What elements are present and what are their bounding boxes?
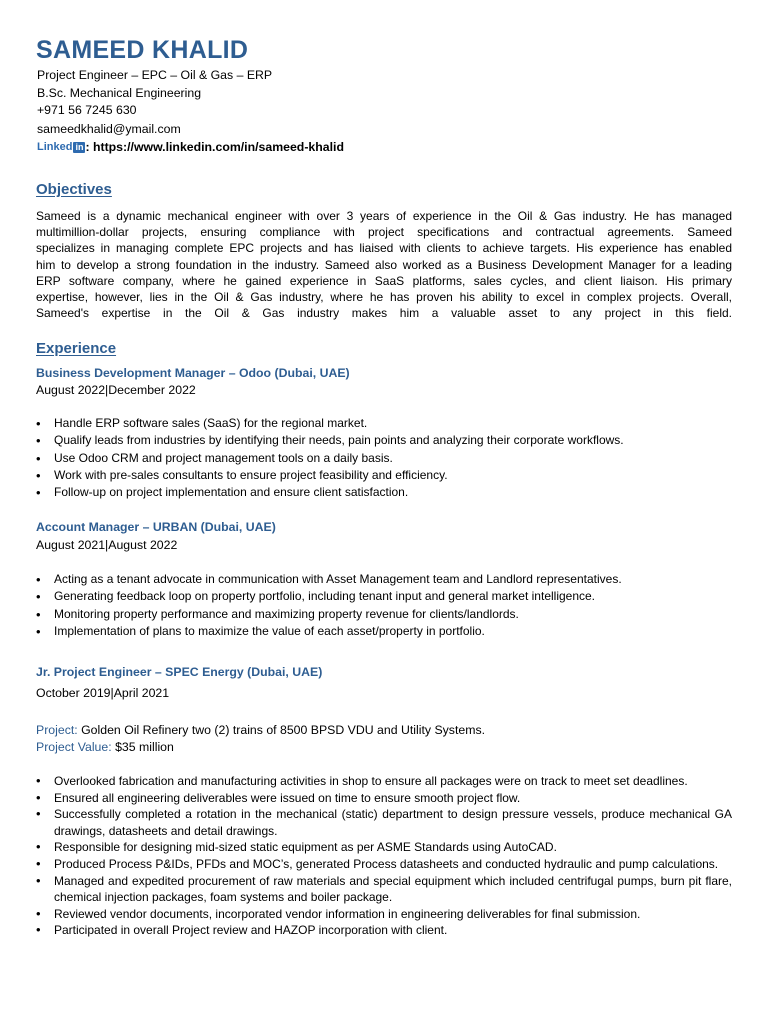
objectives-line: expertise, however, lies in the Oil & Gas industry, where he has proven his ability to excel in complex projects. Overall, [36, 290, 732, 305]
job-bullet-list [36, 571, 736, 640]
job-title: Jr. Project Engineer – SPEC Energy (Dubai, UAE) [36, 665, 323, 679]
job-title: Account Manager – URBAN (Dubai, UAE) [36, 520, 276, 534]
project-line [36, 722, 485, 738]
list-item: • Successfully completed a rotation in the mechanical (static) department to design pressure vessels, produce mechanical GA drawings, datasheets and detail drawings. [36, 806, 732, 839]
list-item: • Ensured all engineering deliverables were issued on time to ensure smooth project flow. [36, 790, 732, 807]
list-item: • Work with pre-sales consultants to ensure project feasibility and efficiency. [36, 467, 736, 484]
objectives-line: Sameed's expertise in the Oil & Gas industry makes him a valuable asset to any project in this field. [36, 306, 732, 321]
list-item: • Participated in overall Project review and HAZOP incorporation with client. [36, 922, 732, 939]
objectives-paragraph [36, 208, 732, 321]
list-item: • Monitoring property performance and maximizing property revenue for clients/landlords. [36, 606, 736, 623]
project-label: Project: [36, 723, 78, 737]
objectives-heading: Objectives [36, 181, 112, 198]
list-item: • Qualify leads from industries by identifying their needs, pain points and analyzing their corporate workflows. [36, 432, 736, 449]
project-value-label: Project Value: [36, 740, 112, 754]
project-value-line [36, 739, 174, 755]
list-item: • Acting as a tenant advocate in communication with Asset Management team and Landlord representatives. [36, 571, 736, 588]
experience-heading: Experience [36, 340, 117, 357]
job-bullet-list [36, 415, 736, 501]
list-item: • Managed and expedited procurement of raw materials and special equipment which included centrifugal pumps, burn pit flare, chemical injection packages, foam systems and boiler package. [36, 873, 732, 906]
phone-number: +971 56 7245 630 [37, 103, 137, 117]
list-item: • Generating feedback loop on property portfolio, including tenant input and general market intelligence. [36, 588, 736, 605]
job-dates: October 2019|April 2021 [36, 686, 170, 700]
objectives-line: specializes in managing complete EPC projects and has liaised with clients to achieve targets. His experience has enabled [36, 241, 732, 256]
project-value-amount: $35 million [111, 740, 174, 754]
list-item: • Reviewed vendor documents, incorporated vendor information in engineering deliverables for final submission. [36, 906, 732, 923]
job-dates: August 2022|December 2022 [36, 383, 196, 397]
linkedin-logo-icon: Linked in [37, 141, 84, 153]
objectives-line: ERP software company, where he gained experience in SaaS platforms, sales cycles, and client liaison. His primary [36, 273, 732, 288]
job-title: Business Development Manager – Odoo (Dubai, UAE) [36, 366, 350, 380]
objectives-line: multimillion-dollar projects, ensuring compliance with project specifications and contractual agreements. Sameed [36, 225, 732, 240]
list-item: • Produced Process P&IDs, PFDs and MOC’s, generated Process datasheets and conducted hydraulic and pump calculations. [36, 856, 732, 873]
objectives-line: Sameed is a dynamic mechanical engineer with over 3 years of experience in the Oil & Gas industry. He has managed [36, 209, 732, 223]
list-item: • Follow-up on project implementation and ensure client satisfaction. [36, 484, 736, 501]
headline: Project Engineer – EPC – Oil & Gas – ERP [37, 68, 273, 82]
list-item: • Responsible for designing mid-sized static equipment as per ASME Standards using AutoCAD. [36, 839, 732, 856]
job-dates: August 2021|August 2022 [36, 538, 178, 552]
list-item: • Overlooked fabrication and manufacturing activities in shop to ensure all packages were on track to meet set deadlines. [36, 773, 732, 790]
list-item: • Implementation of plans to maximize the value of each asset/property in portfolio. [36, 623, 736, 640]
objectives-line: him to develop a strong foundation in the industry. Sameed also worked as a Business Development Manager for a leading [36, 257, 732, 272]
list-item: • Handle ERP software sales (SaaS) for the regional market. [36, 415, 736, 432]
list-item: • Use Odoo CRM and project management tools on a daily basis. [36, 450, 736, 467]
email-address: sameedkhalid@ymail.com [37, 122, 181, 136]
degree: B.Sc. Mechanical Engineering [37, 86, 202, 100]
linkedin-url-link[interactable]: : https://www.linkedin.com/in/sameed-khalid [85, 140, 344, 154]
project-name: Golden Oil Refinery two (2) trains of 8500 BPSD VDU and Utility Systems. [77, 723, 486, 737]
job-bullet-list [36, 773, 732, 939]
candidate-name: SAMEED KHALID [36, 36, 249, 64]
linkedin-line [37, 140, 344, 155]
